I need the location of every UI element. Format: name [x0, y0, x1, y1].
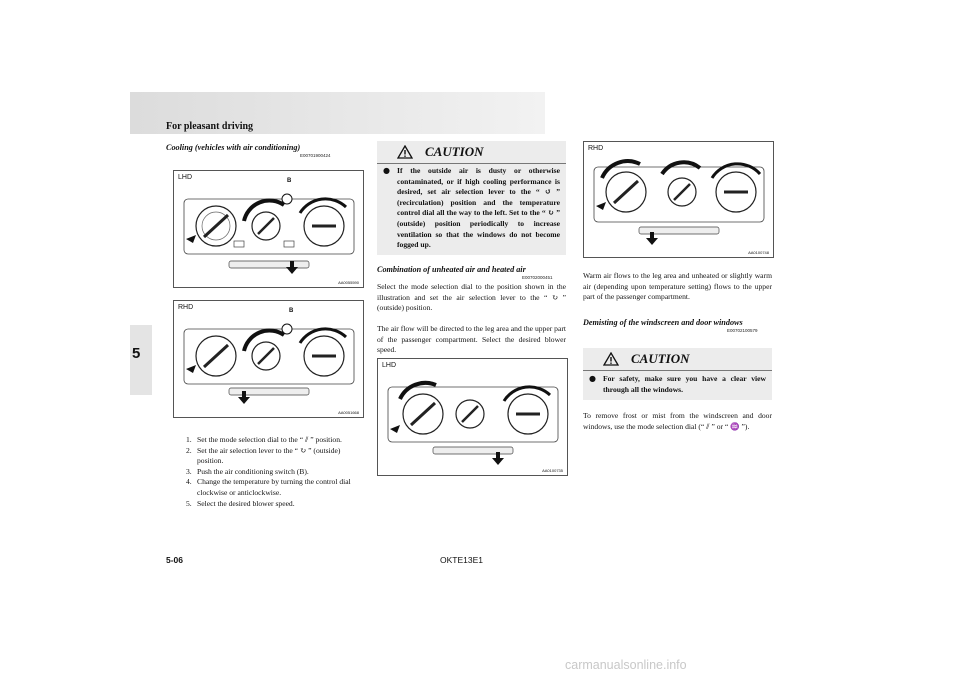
warning-triangle-icon — [397, 145, 413, 159]
figure-rhd-warm — [583, 141, 774, 258]
figure-code-lhd: AA0055590 — [338, 280, 359, 285]
document-code: OKTE13E1 — [440, 555, 483, 565]
combination-para-2: The air flow will be directed to the leg area and the upper part of the passenger compartment. Select the desired blower speed. — [377, 324, 566, 355]
figure-lhd-cooling — [173, 170, 364, 288]
ac-panel-illustration — [378, 359, 567, 475]
figure-code-rhd: AA0051668 — [338, 410, 359, 415]
demisting-code: E00702100579 — [727, 328, 758, 333]
figure-lhd-combination — [377, 358, 568, 476]
ac-panel-illustration — [174, 301, 363, 417]
frost-removal-text: To remove frost or mist from the windscreen and door windows, use the mode selection dial (“ ⫽ ” or “ ♒ ”). — [583, 411, 772, 431]
list-item: 5. Select the desired blower speed. — [186, 498, 295, 508]
callout-b-label: B — [289, 308, 294, 314]
list-item: 3. Push the air conditioning switch (B). — [186, 466, 309, 476]
caution-text: If the outside air is dusty or otherwise contaminated, or if high cooling performance is desired, set air selection lever to the “ ↺ ” (recirculation) position and the temperature control dial all the way to the left. Set to the “ ↻ ” (outside) position periodically to increase ventilation so that the windows do not become fogged up. — [397, 166, 560, 250]
caution-title: CAUTION — [631, 351, 690, 366]
combination-para-1: Select the mode selection dial to the position shown in the illustration and set the air selection lever to the “ ↻ ” (outside) position. — [377, 282, 566, 313]
warm-air-text: Warm air flows to the leg area and unheated or slightly warm air (depending upon temperature setting) flows to the upper part of the passenger compartment. — [583, 271, 772, 302]
ac-panel-illustration — [584, 142, 773, 257]
cooling-title: Cooling (vehicles with air conditioning) — [166, 143, 301, 152]
list-item: 1. Set the mode selection dial to the “ ⫽ ” position. — [186, 435, 342, 444]
figure-label-lhd: LHD — [382, 362, 397, 369]
watermark: carmanualsonline.info — [565, 658, 687, 672]
combination-title: Combination of unheated air and heated air — [377, 265, 526, 274]
page-number: 5-06 — [166, 555, 184, 565]
caution-box-1 — [377, 141, 566, 255]
figure-label-lhd: LHD — [178, 174, 193, 181]
page-header-title: For pleasant driving — [166, 121, 254, 132]
ac-panel-illustration — [174, 171, 363, 287]
figure-label-rhd: RHD — [588, 145, 604, 152]
figure-rhd-cooling — [173, 300, 364, 418]
figure-code-lhd: AA0100735 — [542, 468, 563, 473]
caution-title: CAUTION — [425, 144, 484, 159]
cooling-steps-list — [186, 435, 366, 509]
combination-code: E00702000451 — [522, 275, 553, 280]
bullet-icon: ● — [589, 374, 596, 383]
figure-code-rhd: AA0100748 — [748, 250, 769, 255]
chapter-number: 5 — [132, 345, 141, 362]
callout-b-label: B — [287, 178, 292, 184]
figure-label-rhd: RHD — [178, 304, 194, 311]
cooling-code: E00701900424 — [300, 153, 331, 158]
caution-box-2 — [583, 348, 772, 400]
list-item: 4. Change the temperature by turning the control dial clockwise or anticlockwise. — [186, 477, 351, 497]
caution-text: For safety, make sure you have a clear view through all the windows. — [603, 374, 766, 394]
list-item: 2. Set the air selection lever to the “ ↻ ” (outside) position. — [186, 445, 341, 466]
demisting-title: Demisting of the windscreen and door windows — [583, 318, 743, 327]
bullet-icon: ● — [383, 166, 390, 175]
warning-triangle-icon — [603, 352, 619, 366]
